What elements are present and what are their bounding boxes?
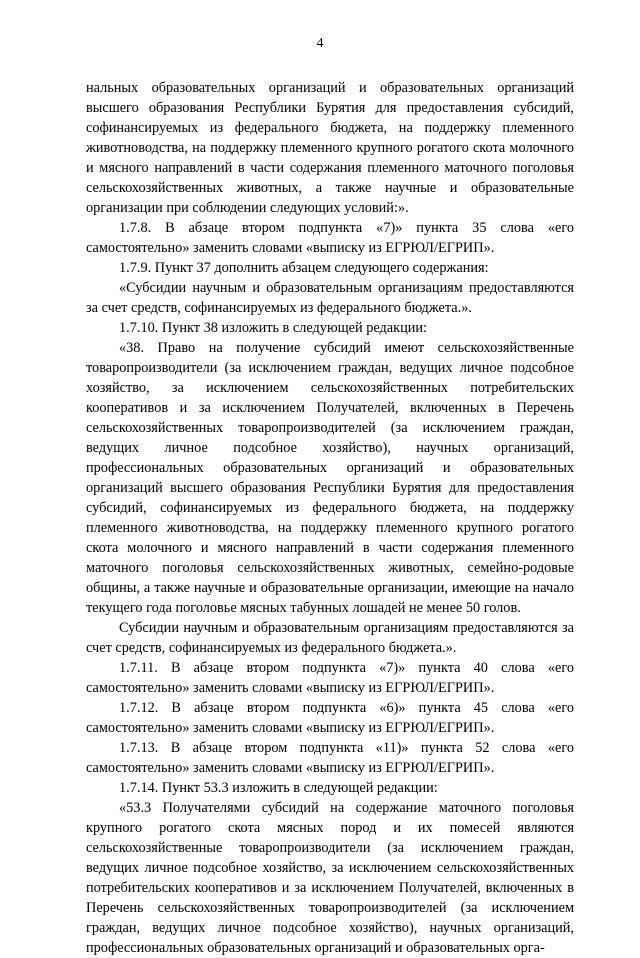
paragraph-1-7-14: 1.7.14. Пункт 53.3 изложить в следующей редакции: bbox=[119, 780, 438, 796]
paragraph-quote-53-3: «53.3 Получателями субсидий на содержание маточного поголовья крупного рогатого скота мясных пород и их помесей являются сельскохозяйственные товаропроизводители (за исключением граждан, ведущих личное подсобное хозяйство, за исключением сельскохозяйственных потребительских кооперативов и за исключением Получателей, включенных в Перечень сельскохозяйственных товаропроизводителей (за исключением граждан, ведущих личное подсобное хозяйство), научных организаций, профессиональных образовательных организаций и образовательных орга- bbox=[86, 800, 574, 956]
document-body bbox=[86, 78, 574, 958]
paragraph-1-7-10: 1.7.10. Пункт 38 изложить в следующей редакции: bbox=[119, 320, 428, 336]
paragraph-1-7-9: 1.7.9. Пункт 37 дополнить абзацем следующего содержания: bbox=[119, 260, 489, 276]
paragraph-continuation: нальных образовательных организаций и образовательных организаций высшего образования Республики Бурятия для предоставления субсидий, софинансируемых из федерального бюджета, на поддержку племенного животноводства, на поддержку племенного крупного рогатого скота молочного и мясного направлений в части содержания племенного маточного поголовья сельскохозяйственных животных, а также научные и образовательные организации при соблюдении следующих условий:». bbox=[86, 80, 574, 216]
paragraph-1-7-8: 1.7.8. В абзаце втором подпункта «7)» пункта 35 слова «его самостоятельно» заменить словами «выписку из ЕГРЮЛ/ЕГРИП». bbox=[86, 220, 574, 256]
paragraph-1-7-11: 1.7.11. В абзаце втором подпункта «7)» пункта 40 слова «его самостоятельно» заменить словами «выписку из ЕГРЮЛ/ЕГРИП». bbox=[86, 660, 574, 696]
page-number: 4 bbox=[316, 36, 324, 51]
paragraph-1-7-13: 1.7.13. В абзаце втором подпункта «11)» пункта 52 слова «его самостоятельно» заменить словами «выписку из ЕГРЮЛ/ЕГРИП». bbox=[86, 740, 574, 776]
paragraph-quote-subsidies-38: Субсидии научным и образовательным организациям предоставляются за счет средств, софинансируемых из федерального бюджета.». bbox=[86, 620, 574, 656]
paragraph-quote-38: «38. Право на получение субсидий имеют сельскохозяйственные товаропроизводители (за исключением граждан, ведущих личное подсобное хозяйство, за исключением сельскохозяйственных потребительских кооперативов и за исключением Получателей, включенных в Перечень сельскохозяйственных товаропроизводителей (за исключением граждан, ведущих личное подсобное хозяйство), научных организаций, профессиональных образовательных организаций и образовательных организаций высшего образования Республики Бурятия для предоставления субсидий, софинансируемых из федерального бюджета, на поддержку племенного животноводства, на поддержку племенного крупного рогатого скота молочного и мясного направлений в части содержания племенного маточного поголовья сельскохозяйственных животных, семейно-родовые общины, а также научные и образовательные организации, имеющие на начало текущего года поголовье мясных табунных лошадей не менее 50 голов. bbox=[86, 340, 574, 616]
paragraph-quote-subsidies-37: «Субсидии научным и образовательным организациям предоставляются за счет средств, софинансируемых из федерального бюджета.». bbox=[86, 280, 574, 316]
paragraph-1-7-12: 1.7.12. В абзаце втором подпункта «6)» пункта 45 слова «его самостоятельно» заменить словами «выписку из ЕГРЮЛ/ЕГРИП». bbox=[86, 700, 574, 736]
